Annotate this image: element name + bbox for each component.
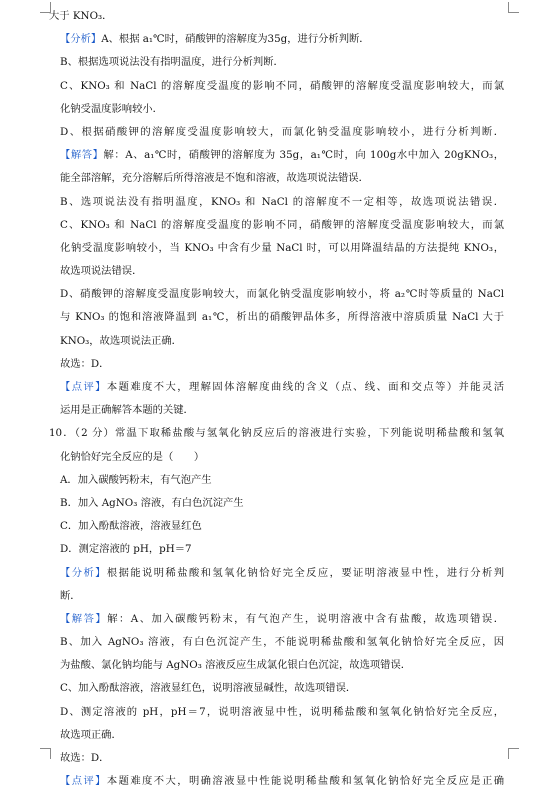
text-line xyxy=(49,469,504,492)
line-text: 10．（2 分）常温下取稀盐酸与氢氧化钠反应后的溶液进行实验，下列能说明稀盐酸和氢氧 xyxy=(49,427,504,440)
line-text: 大于 KNO₃． xyxy=(49,10,113,22)
text-line xyxy=(49,515,504,538)
line-text: 根据能说明稀盐酸和氢氧化钠恰好完全反应，要证明溶液显中性，进行分析判 xyxy=(106,566,504,579)
text-line xyxy=(49,538,504,561)
line-text: 断． xyxy=(60,589,81,602)
line-text: 化钠受温度影响较小． xyxy=(60,102,163,115)
text-line xyxy=(49,191,504,214)
line-text: 解：A、加入碳酸钙粉末，有气泡产生，说明溶液中含有盐酸，故选项错误． xyxy=(107,612,504,625)
text-line xyxy=(49,306,504,329)
text-line xyxy=(49,237,504,260)
line-text: A、根据 a₁℃时，硝酸钾的溶解度为35g，进行分析判断． xyxy=(101,33,370,46)
line-text: C．加入酚酞溶液，溶液显红色 xyxy=(60,520,202,533)
document-body xyxy=(49,0,504,793)
line-text: 本题难度不大，理解固体溶解度曲线的含义（点、线、面和交点等）并能灵活 xyxy=(106,381,504,393)
crop-mark-bottom-right xyxy=(508,748,519,759)
text-line xyxy=(49,608,504,631)
text-line xyxy=(49,492,504,515)
section-tag: 【点评】 xyxy=(60,775,107,788)
line-text: 与 KNO₃ 的饱和溶液降温到 a₁℃，析出的硝酸钾晶体多，所得溶液中溶质质量 NaCl 大于 xyxy=(60,311,504,324)
text-line xyxy=(49,747,504,770)
text-line xyxy=(49,214,504,237)
line-text: B、选项说法没有指明温度，KNO₃ 和 NaCl 的溶解度不一定相等，故选项说法错误． xyxy=(60,195,504,208)
text-line xyxy=(49,677,504,700)
text-line xyxy=(49,98,504,121)
line-text: 故选：D． xyxy=(60,357,110,370)
text-line xyxy=(49,353,504,376)
line-text: C、加入酚酞溶液，溶液显红色，说明溶液显碱性，故选项错误． xyxy=(60,682,357,695)
line-text: B、加入 AgNO₃ 溶液，有白色沉淀产生，不能说明稀盐酸和氢氧化钠恰好完全反应，因 xyxy=(60,636,504,649)
text-line xyxy=(49,283,504,306)
line-text: D、根据硝酸钾的溶解度受温度影响较大，而氯化钠受温度影响较小，进行分析判断． xyxy=(60,125,504,138)
section-tag: 【解答】 xyxy=(60,149,104,162)
text-line xyxy=(49,121,504,144)
text-line xyxy=(49,585,504,608)
line-text: C、KNO₃ 和 NaCl 的溶解度受温度的影响不同，硝酸钾的溶解度受温度影响较大，而氯 xyxy=(60,79,504,92)
section-tag: 【分析】 xyxy=(60,33,102,46)
text-line xyxy=(49,701,504,724)
section-tag: 【点评】 xyxy=(60,381,107,393)
text-line xyxy=(49,144,504,167)
line-text: 故选项说法错误． xyxy=(60,265,143,278)
line-text: 本题难度不大，明确溶液显中性能说明稀盐酸和氢氧化钠恰好完全反应是正确 xyxy=(106,775,504,788)
text-line xyxy=(49,562,504,585)
text-line xyxy=(49,51,504,74)
line-text: C、KNO₃ 和 NaCl 的溶解度受温度的影响不同，硝酸钾的溶解度受温度影响较大，而氯 xyxy=(60,218,504,231)
text-line xyxy=(49,446,504,469)
line-text: D．测定溶液的 pH，pH＝7 xyxy=(60,543,192,556)
text-line xyxy=(49,724,504,747)
crop-mark-top-right xyxy=(508,2,519,13)
line-text: D、硝酸钾的溶解度受温度影响较大，而氯化钠受温度影响较小，将 a₂℃时等质量的 NaCl xyxy=(60,288,504,301)
text-line xyxy=(49,260,504,283)
line-text: A．加入碳酸钙粉末，有气泡产生 xyxy=(60,473,212,486)
line-text: 能全部溶解，充分溶解后所得溶液是不饱和溶液，故选项说法错误． xyxy=(60,172,369,185)
line-text: B．加入 AgNO₃ 溶液，有白色沉淀产生 xyxy=(60,496,244,509)
text-line xyxy=(49,75,504,98)
text-line xyxy=(49,399,504,422)
text-line xyxy=(49,422,504,445)
text-line xyxy=(49,28,504,51)
text-line xyxy=(49,770,504,793)
text-line xyxy=(49,654,504,677)
section-tag: 【分析】 xyxy=(60,566,107,579)
line-text: 为盐酸、氯化钠均能与 AgNO₃ 溶液反应生成氯化银白色沉淀，故选项错误． xyxy=(60,659,412,672)
line-text: 解：A、a₁℃时，硝酸钾的溶解度为 35g，a₁℃时，向 100g水中加入 20gKNO₃， xyxy=(103,149,504,162)
line-text: 化钠恰好完全反应的是（ ） xyxy=(60,450,205,463)
text-line xyxy=(49,167,504,190)
section-tag: 【解答】 xyxy=(60,612,108,625)
text-line xyxy=(49,631,504,654)
text-line xyxy=(49,330,504,353)
line-text: 化钠受温度影响较小，当 KNO₃ 中含有少量 NaCl 时，可以用降温结晶的方法提纯 KNO₃， xyxy=(60,241,504,254)
line-text: 故选项正确． xyxy=(60,728,122,741)
line-text: 故选：D． xyxy=(60,752,110,764)
line-text: KNO₃，故选项说法正确． xyxy=(60,334,182,347)
line-text: D、测定溶液的 pH，pH＝7，说明溶液显中性，说明稀盐酸和氢氧化钠恰好完全反应， xyxy=(60,705,504,718)
line-text: 运用是正确解答本题的关键． xyxy=(60,404,194,417)
text-line xyxy=(49,5,504,28)
text-line xyxy=(49,376,504,399)
line-text: B、根据选项说法没有指明温度，进行分析判断． xyxy=(60,56,284,69)
